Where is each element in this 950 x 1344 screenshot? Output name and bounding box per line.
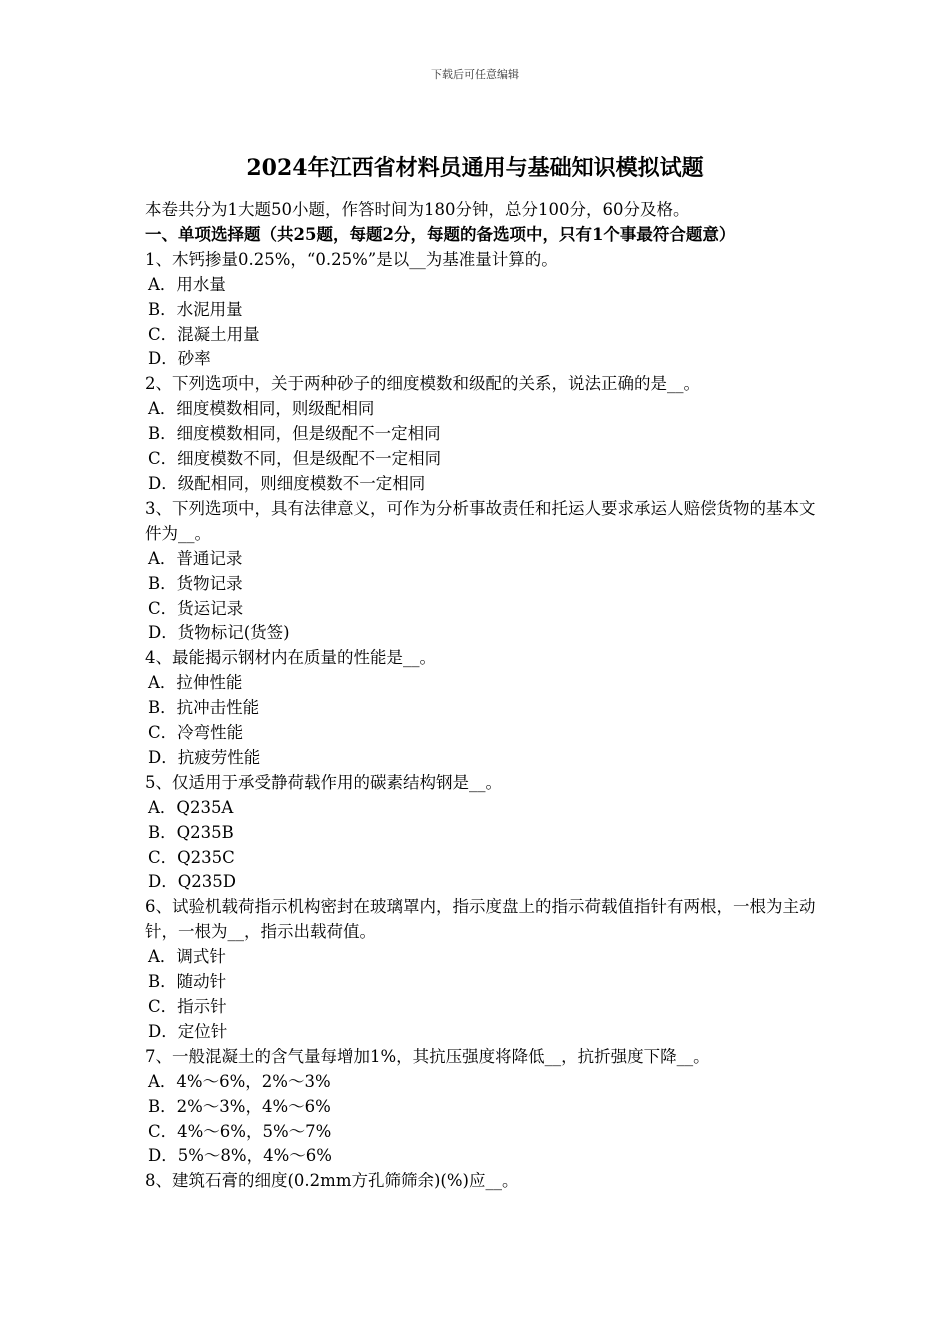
question-block	[145, 1169, 817, 1194]
question-stem: 3、下列选项中，具有法律意义，可作为分析事故责任和托运人要求承运人赔偿货物的基本文件为__。	[145, 498, 816, 543]
option-b: B．2%～3%，4%～6%	[148, 1096, 331, 1116]
option-a: A．普通记录	[148, 548, 243, 568]
question-stem: 5、仅适用于承受静荷载作用的碳素结构钢是__。	[145, 772, 502, 792]
option-c: C．混凝土用量	[148, 324, 260, 344]
option-a: A．4%～6%，2%～3%	[148, 1071, 331, 1091]
option-b: B．抗冲击性能	[148, 698, 260, 718]
question-stem: 7、一般混凝土的含气量每增加1%，其抗压强度将降低__，抗折强度下降__。	[145, 1046, 710, 1066]
question-stem: 6、试验机载荷指示机构密封在玻璃罩内，指示度盘上的指示荷载值指针有两根，一根为主动针，一根为__，指示出载荷值。	[145, 897, 816, 942]
header-note: 下载后可任意编辑	[431, 68, 519, 81]
option-d: D．级配相同，则细度模数不一定相同	[148, 473, 426, 493]
option-c: C．4%～6%，5%～7%	[148, 1121, 332, 1141]
option-b: B．货物记录	[148, 573, 243, 593]
option-b: B．Q235B	[148, 822, 234, 842]
option-c: C．细度模数不同，但是级配不一定相同	[148, 449, 442, 469]
option-a: A．细度模数相同，则级配相同	[148, 399, 375, 419]
option-a: A．调式针	[148, 947, 226, 967]
question-block	[145, 895, 817, 1044]
option-d: D．5%～8%，4%～6%	[148, 1146, 332, 1166]
intro-text: 本卷共分为1大题50小题，作答时间为180分钟，总分100分，60分及格。	[145, 200, 690, 219]
question-block	[145, 1045, 817, 1170]
option-a: A．用水量	[148, 274, 226, 294]
option-a: A．拉伸性能	[148, 673, 243, 693]
option-a: A．Q235A	[148, 797, 234, 817]
option-c: C．Q235C	[148, 847, 235, 867]
option-b: B．随动针	[148, 972, 227, 992]
question-stem: 1、木钙掺量0.25%，“0.25%”是以__为基准量计算的。	[145, 249, 558, 269]
question-block	[145, 646, 817, 771]
question-block	[145, 248, 817, 373]
option-d: D．抗疲劳性能	[148, 747, 261, 767]
document-body	[145, 198, 817, 1194]
option-d: D．定位针	[148, 1021, 228, 1041]
question-block	[145, 372, 817, 497]
option-c: C．货运记录	[148, 598, 244, 618]
question-stem: 8、建筑石膏的细度(0.2mm方孔筛筛余)(%)应__。	[145, 1171, 519, 1191]
page-title: 2024年江西省材料员通用与基础知识模拟试题	[246, 155, 704, 181]
option-c: C．指示针	[148, 997, 227, 1016]
option-d: D．货物标记(货签)	[148, 623, 290, 643]
section-heading: 一、单项选择题（共25题，每题2分，每题的备选项中，只有1个事最符合题意）	[145, 224, 736, 244]
question-stem: 2、下列选项中，关于两种砂子的细度模数和级配的关系，说法正确的是__。	[145, 374, 700, 394]
question-stem: 4、最能揭示钢材内在质量的性能是__。	[145, 648, 436, 668]
option-d: D．Q235D	[148, 872, 236, 892]
question-block	[145, 771, 817, 896]
option-c: C．冷弯性能	[148, 723, 244, 743]
option-b: B．细度模数相同，但是级配不一定相同	[148, 424, 441, 444]
option-d: D．砂率	[148, 349, 211, 369]
option-b: B．水泥用量	[148, 299, 243, 319]
question-block	[145, 497, 817, 646]
